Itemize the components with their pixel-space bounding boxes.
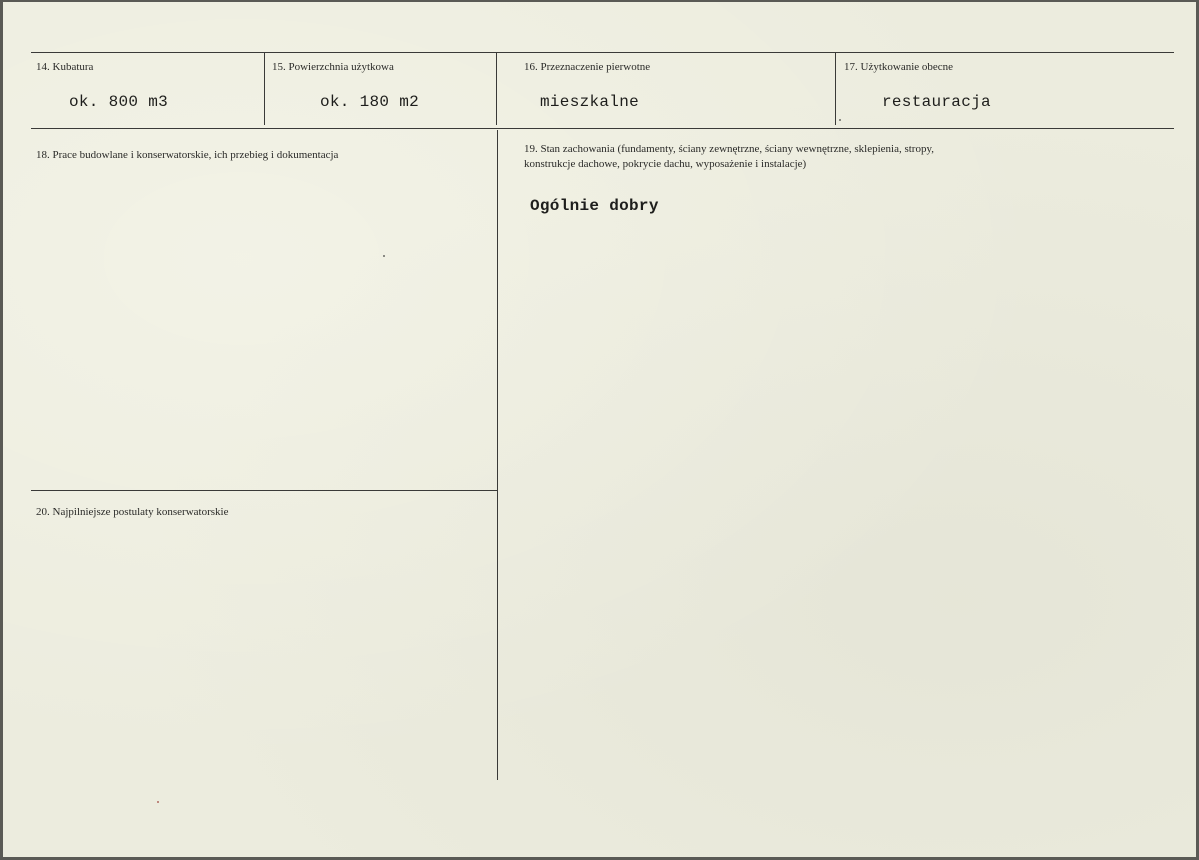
- field-14-label: 14. Kubatura: [36, 61, 94, 73]
- divider-14-15: [264, 53, 265, 125]
- divider-15-16: [496, 53, 497, 125]
- field-19-label-line1: 19. Stan zachowania (fundamenty, ściany zewnętrzne, ściany wewnętrzne, sklepienia, stropy,: [524, 143, 935, 155]
- divider-left-right: [497, 130, 498, 780]
- paper-speck: [157, 801, 159, 803]
- field-17-label: 17. Użytkowanie obecne: [844, 61, 954, 73]
- row1-bottom-rule: [31, 128, 1174, 129]
- field-19-label-line2: konstrukcje dachowe, pokrycie dachu, wyposażenie i instalacje): [524, 158, 807, 170]
- paper-speck: [839, 119, 841, 121]
- field-15-label: 15. Powierzchnia użytkowa: [272, 61, 394, 73]
- paper-speck: [383, 255, 385, 257]
- field-19-value: Ogólnie dobry: [530, 197, 659, 215]
- field-18-label: 18. Prace budowlane i konserwatorskie, ich przebieg i dokumentacja: [36, 149, 339, 161]
- field-16-label: 16. Przeznaczenie pierwotne: [524, 61, 651, 73]
- field-14-value: ok. 800 m3: [69, 93, 169, 111]
- record-card: [3, 2, 1196, 857]
- divider-16-17: [835, 53, 836, 125]
- section18-bottom-rule: [31, 490, 497, 491]
- field-16-value: mieszkalne: [540, 93, 640, 111]
- field-15-value: ok. 180 m2: [320, 93, 420, 111]
- field-20-label: 20. Najpilniejsze postulaty konserwatorskie: [36, 506, 229, 518]
- field-17-value: restauracja: [882, 93, 991, 111]
- top-rule: [31, 52, 1174, 53]
